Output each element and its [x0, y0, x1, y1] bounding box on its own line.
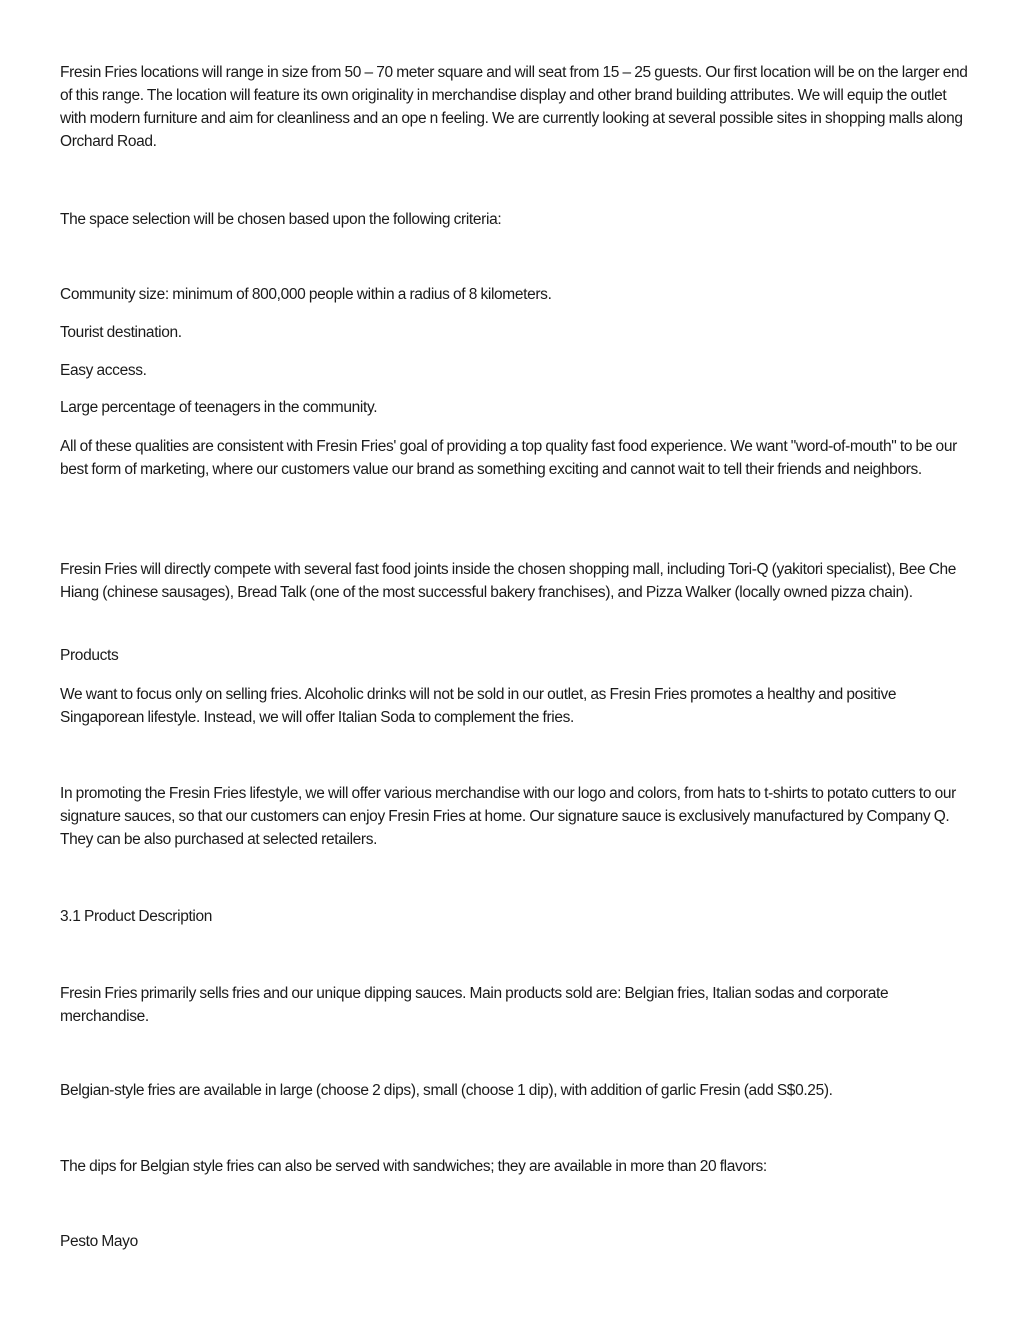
- criteria-tourist-destination: Tourist destination.: [60, 324, 182, 341]
- paragraph-main-products: Fresin Fries primarily sells fries and our unique dipping sauces. Main products sold are: Belgian fries, Italian sodas and corporate merchandise.: [60, 985, 889, 1025]
- paragraph-dips: The dips for Belgian style fries can also be served with sandwiches; they are available in more than 20 flavors:: [60, 1158, 767, 1175]
- criteria-community-size: Community size: minimum of 800,000 people within a radius of 8 kilometers.: [60, 286, 552, 303]
- criteria-teenagers: Large percentage of teenagers in the community.: [60, 399, 378, 416]
- paragraph-location-size: Fresin Fries locations will range in size from 50 – 70 meter square and will seat from 15 – 25 guests. Our first location will be on the larger end of this range. The location will feature its own originality in merchandise display and other brand building attributes. We will equip the outlet with modern furniture and aim for cleanliness and an ope n feeling. We are currently looking at several possible sites in shopping malls along Orchard Road.: [60, 64, 968, 150]
- heading-products: Products: [60, 647, 119, 664]
- paragraph-merchandise: In promoting the Fresin Fries lifestyle, we will offer various merchandise with our logo and colors, from hats to t-shirts to potato cutters to our signature sauces, so that our customers can enjoy Fresin Fries at home. Our signature sauce is exclusively manufactured by Company Q. They can be also purchased at selected retailers.: [60, 785, 956, 848]
- list-item-pesto-mayo: Pesto Mayo: [60, 1233, 138, 1250]
- criteria-easy-access: Easy access.: [60, 362, 147, 379]
- paragraph-products: We want to focus only on selling fries. Alcoholic drinks will not be sold in our outlet, as Fresin Fries promotes a healthy and positive Singaporean lifestyle. Instead, we will offer Italian Soda to complement the fries.: [60, 686, 897, 726]
- paragraph-competition: Fresin Fries will directly compete with several fast food joints inside the chosen shopping mall, including Tori-Q (yakitori specialist), Bee Che Hiang (chinese sausages), Bread Talk (one of the most successful bakery franchises), and Pizza Walker (locally owned pizza chain).: [60, 561, 957, 601]
- paragraph-space-selection: The space selection will be chosen based upon the following criteria:: [60, 211, 502, 228]
- paragraph-belgian-fries: Belgian-style fries are available in large (choose 2 dips), small (choose 1 dip), with addition of garlic Fresin (add S$0.25).: [60, 1082, 833, 1099]
- heading-product-description: 3.1 Product Description: [60, 908, 213, 925]
- paragraph-qualities: All of these qualities are consistent with Fresin Fries' goal of providing a top quality fast food experience. We want "word-of-mouth" to be our best form of marketing, where our customers value our brand as something exciting and cannot wait to tell their friends and neighbors.: [60, 438, 957, 478]
